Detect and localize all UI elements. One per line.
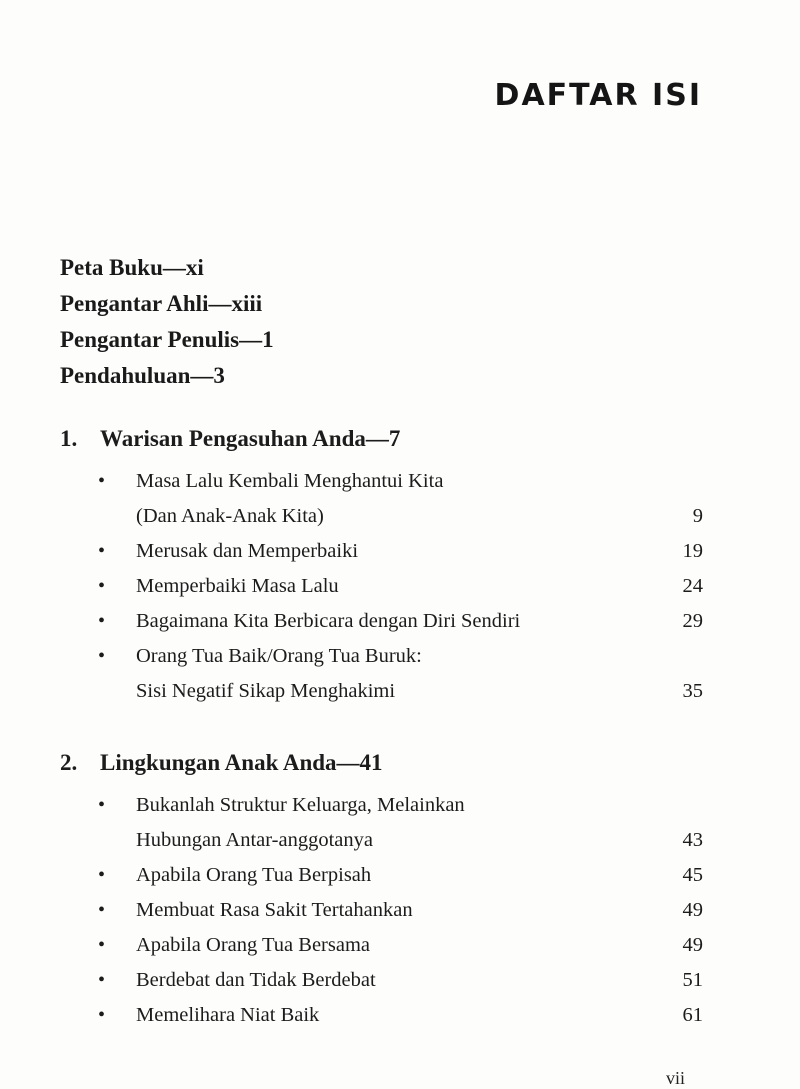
entry-title-line-1: Bukanlah Struktur Keluarga, Melainkan bbox=[136, 794, 465, 816]
chapter-section bbox=[60, 420, 705, 709]
chapter-entries bbox=[60, 788, 705, 1033]
entry-page-number: 49 bbox=[682, 899, 703, 921]
front-matter-list bbox=[60, 250, 274, 394]
bullet-icon: • bbox=[98, 934, 106, 956]
toc-entry bbox=[60, 928, 705, 963]
front-matter-item: Pendahuluan—3 bbox=[60, 363, 225, 388]
entry-title-line-1: Masa Lalu Kembali Menghantui Kita bbox=[136, 470, 444, 492]
entry-title-line-1: Memperbaiki Masa Lalu bbox=[136, 575, 339, 597]
front-matter-item: Peta Buku—xi bbox=[60, 255, 204, 280]
bullet-icon: • bbox=[98, 610, 106, 632]
entry-title-line-1: Bagaimana Kita Berbicara dengan Diri Sendiri bbox=[136, 610, 521, 632]
entry-page-number: 35 bbox=[682, 680, 703, 702]
page-folio: vii bbox=[666, 1068, 686, 1088]
toc-entry bbox=[60, 893, 705, 928]
entry-page-number: 49 bbox=[682, 934, 703, 956]
entry-title-line-2: (Dan Anak-Anak Kita) bbox=[136, 505, 324, 527]
entry-page-number: 45 bbox=[682, 864, 703, 886]
chapter-heading bbox=[60, 744, 705, 782]
entry-title-line-1: Apabila Orang Tua Bersama bbox=[136, 934, 370, 956]
entry-page-number: 43 bbox=[682, 829, 703, 851]
chapter-number: 2. bbox=[60, 750, 78, 775]
bullet-icon: • bbox=[98, 540, 106, 562]
bullet-icon: • bbox=[98, 470, 106, 492]
entry-title-line-1: Merusak dan Memperbaiki bbox=[136, 540, 359, 562]
bullet-icon: • bbox=[98, 1004, 106, 1026]
toc-entry bbox=[60, 963, 705, 998]
toc-entry bbox=[60, 569, 705, 604]
chapter-title: Warisan Pengasuhan Anda—7 bbox=[100, 426, 401, 451]
entry-title-line-2: Sisi Negatif Sikap Menghakimi bbox=[136, 680, 396, 702]
toc-entry bbox=[60, 998, 705, 1033]
toc-entry bbox=[60, 464, 705, 534]
bullet-icon: • bbox=[98, 575, 106, 597]
entry-title-line-1: Berdebat dan Tidak Berdebat bbox=[136, 969, 376, 991]
entry-title-line-1: Membuat Rasa Sakit Tertahankan bbox=[136, 899, 413, 921]
entry-page-number: 24 bbox=[682, 575, 703, 597]
toc-entry bbox=[60, 788, 705, 858]
entry-title-line-1: Memelihara Niat Baik bbox=[136, 1004, 320, 1026]
entry-title-line-1: Orang Tua Baik/Orang Tua Buruk: bbox=[136, 645, 422, 667]
entry-page-number: 29 bbox=[682, 610, 703, 632]
entry-title-line-1: Apabila Orang Tua Berpisah bbox=[136, 864, 372, 886]
chapter-title: Lingkungan Anak Anda—41 bbox=[100, 750, 383, 775]
toc-entry bbox=[60, 858, 705, 893]
bullet-icon: • bbox=[98, 899, 106, 921]
chapter-entries bbox=[60, 464, 705, 709]
entry-page-number: 61 bbox=[682, 1004, 703, 1026]
bullet-icon: • bbox=[98, 645, 106, 667]
front-matter-item: Pengantar Ahli—xiii bbox=[60, 291, 263, 316]
toc-entry bbox=[60, 639, 705, 709]
chapter-section bbox=[60, 744, 705, 1033]
bullet-icon: • bbox=[98, 794, 106, 816]
bullet-icon: • bbox=[98, 864, 106, 886]
entry-page-number: 9 bbox=[692, 505, 703, 527]
bullet-icon: • bbox=[98, 969, 106, 991]
entry-page-number: 19 bbox=[682, 540, 703, 562]
toc-entry bbox=[60, 534, 705, 569]
front-matter-item: Pengantar Penulis—1 bbox=[60, 327, 274, 352]
entry-page-number: 51 bbox=[682, 969, 703, 991]
entry-title-line-2: Hubungan Antar-anggotanya bbox=[136, 829, 373, 851]
toc-entry bbox=[60, 604, 705, 639]
chapter-number: 1. bbox=[60, 426, 78, 451]
chapter-heading bbox=[60, 420, 705, 458]
page-title: DAFTAR ISI bbox=[494, 78, 702, 113]
